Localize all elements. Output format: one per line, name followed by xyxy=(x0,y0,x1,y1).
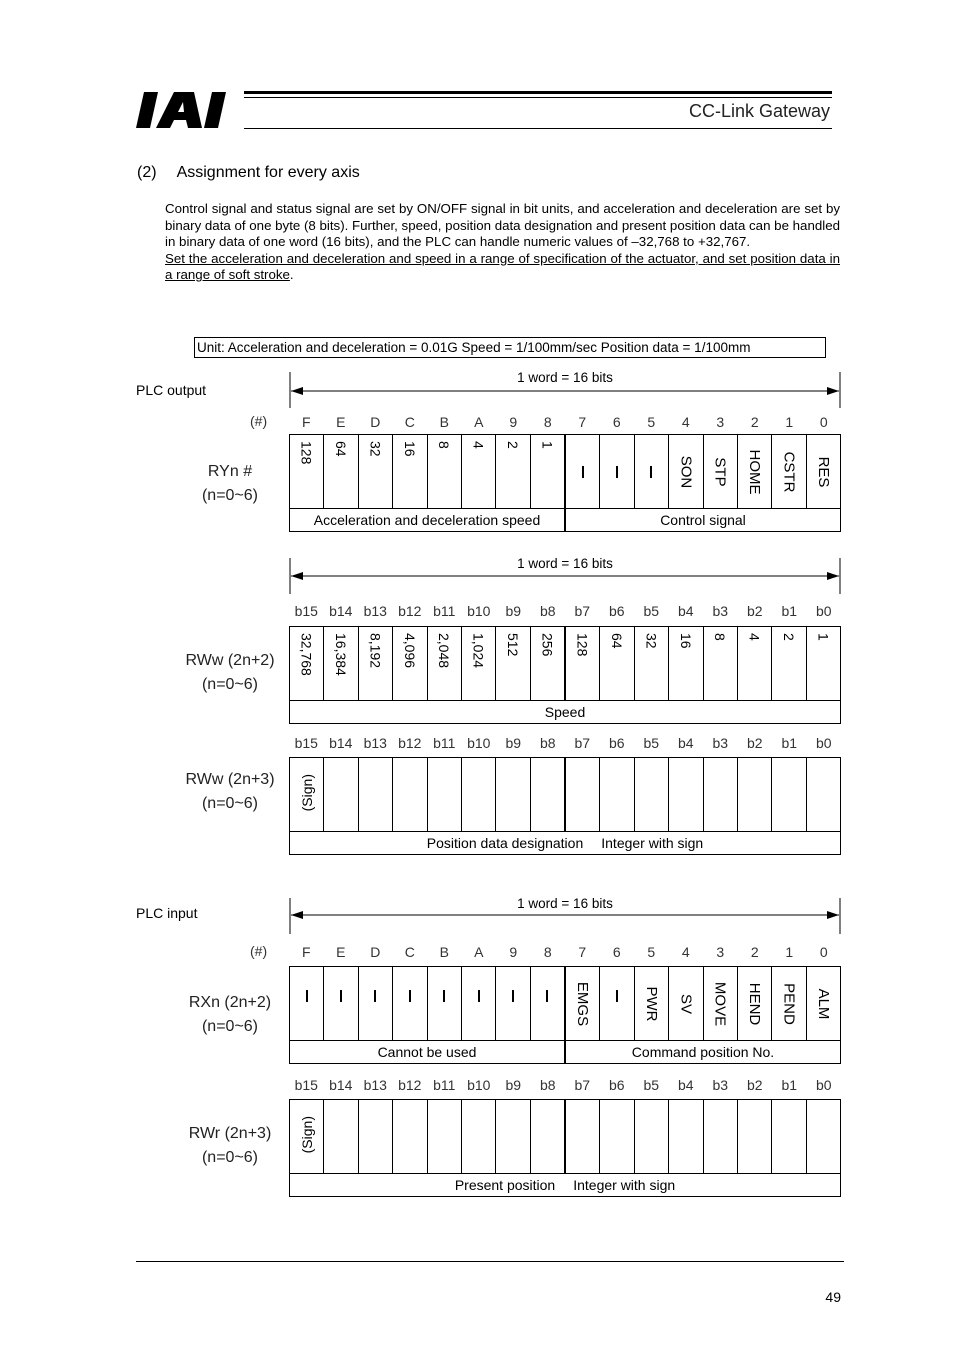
word-span-arrow xyxy=(289,556,841,592)
header-rule-bottom xyxy=(244,128,832,129)
cell-label: 1,024 xyxy=(470,633,487,669)
bit-label-1: 1 xyxy=(785,414,794,430)
register-cell xyxy=(392,627,426,700)
cell-label: 16,384 xyxy=(333,633,350,676)
register-cell xyxy=(530,758,564,831)
hex-bit-row xyxy=(289,414,841,432)
register-cell xyxy=(323,1100,357,1173)
word-span-label: 1 word = 16 bits xyxy=(517,370,613,385)
rxn-register xyxy=(289,966,841,1064)
cell-label: 2,048 xyxy=(436,633,453,669)
cell-label: ALM xyxy=(814,988,832,1019)
rwr-label xyxy=(165,1122,295,1170)
cell-label: 2 xyxy=(780,633,797,641)
ryn-foot-right: Control signal xyxy=(564,509,840,531)
register-cell xyxy=(530,1100,564,1173)
register-cell xyxy=(358,967,392,1040)
register-cell xyxy=(530,967,564,1040)
unused-bit-mark xyxy=(582,466,584,478)
ryn-label xyxy=(165,460,295,508)
cell-label: HEND xyxy=(746,982,764,1025)
register-cell xyxy=(290,758,323,831)
cell-label: STP xyxy=(711,456,729,487)
bit-label-b0: b0 xyxy=(815,603,832,619)
bit-label-b6: b6 xyxy=(608,1077,625,1093)
header-rule-top xyxy=(244,91,832,94)
bit-label-4: 4 xyxy=(681,414,690,430)
rwr-name: RWr (2n+3) xyxy=(188,1125,272,1142)
register-cell xyxy=(427,758,461,831)
register-cell xyxy=(806,967,840,1040)
bit-label-b12: b12 xyxy=(398,603,422,619)
bit-label-5: 5 xyxy=(647,944,656,960)
register-cell xyxy=(358,1100,392,1173)
bit-label-b3: b3 xyxy=(712,735,729,751)
section-heading: Assignment for every axis xyxy=(176,164,360,181)
register-cell xyxy=(564,627,599,700)
hash-label: (#) xyxy=(250,413,268,429)
page-number: 49 xyxy=(825,1289,841,1305)
unused-bit-mark xyxy=(306,990,308,1002)
bit-label-b7: b7 xyxy=(574,1077,591,1093)
bit-label-b4: b4 xyxy=(677,603,694,619)
register-cell xyxy=(634,967,668,1040)
cell-label: 512 xyxy=(504,633,521,657)
register-cell xyxy=(564,435,599,508)
bit-label-2: 2 xyxy=(750,414,759,430)
bit-label-b13: b13 xyxy=(363,603,387,619)
register-cell xyxy=(737,627,771,700)
rxn-name: RXn (2n+2) xyxy=(188,994,272,1011)
bit-label-1: 1 xyxy=(785,944,794,960)
bit-label-7: 7 xyxy=(578,414,587,430)
register-cell xyxy=(737,758,771,831)
rww3-label xyxy=(165,768,295,816)
word-span-arrow xyxy=(289,370,841,406)
register-cell xyxy=(703,435,737,508)
bit-label-b13: b13 xyxy=(363,735,387,751)
bit-label-b15: b15 xyxy=(294,603,318,619)
bit-label-b4: b4 xyxy=(677,735,694,751)
register-cell xyxy=(806,1100,840,1173)
footer-rule xyxy=(136,1261,844,1262)
register-cell xyxy=(392,1100,426,1173)
document-title: CC-Link Gateway xyxy=(688,101,830,121)
register-cell xyxy=(668,435,702,508)
rwr-range: (n=0~6) xyxy=(201,1149,259,1166)
section-number: (2) xyxy=(137,164,157,181)
register-cell xyxy=(771,1100,805,1173)
cell-label: RES xyxy=(814,456,832,487)
cell-label: 1 xyxy=(539,441,556,449)
cell-label: 128 xyxy=(574,633,591,657)
bit-label-e: E xyxy=(336,414,346,430)
register-cell xyxy=(703,1100,737,1173)
register-cell xyxy=(495,1100,529,1173)
bit-label-6: 6 xyxy=(612,414,621,430)
ryn-range: (n=0~6) xyxy=(201,487,259,504)
register-cell xyxy=(495,435,529,508)
rww2-register xyxy=(289,626,841,724)
register-cell xyxy=(806,627,840,700)
cell-label: 256 xyxy=(539,633,556,657)
b-bit-row xyxy=(289,1077,841,1095)
bit-label-b6: b6 xyxy=(608,735,625,751)
body-paragraph xyxy=(165,201,840,284)
register-cell xyxy=(771,627,805,700)
rwr-foot-a: Present position xyxy=(454,1177,556,1193)
cell-label: HOME xyxy=(746,449,764,494)
bit-label-3: 3 xyxy=(716,944,725,960)
bit-label-0: 0 xyxy=(819,944,828,960)
register-cell xyxy=(634,435,668,508)
bit-label-b8: b8 xyxy=(539,603,556,619)
register-cell xyxy=(461,967,495,1040)
register-cell xyxy=(771,967,805,1040)
cell-label: 32 xyxy=(643,633,660,649)
register-cell xyxy=(358,758,392,831)
register-cell xyxy=(461,758,495,831)
bit-label-f: F xyxy=(301,414,311,430)
bit-label-b5: b5 xyxy=(643,735,660,751)
register-cell xyxy=(495,967,529,1040)
bit-label-b9: b9 xyxy=(505,1077,522,1093)
hex-bit-row xyxy=(289,944,841,962)
register-cell xyxy=(358,435,392,508)
register-cell xyxy=(564,967,599,1040)
bit-label-b14: b14 xyxy=(329,1077,353,1093)
unused-bit-mark xyxy=(478,990,480,1002)
register-cell xyxy=(737,967,771,1040)
bit-label-b15: b15 xyxy=(294,1077,318,1093)
word-span-arrow xyxy=(289,896,841,932)
register-cell xyxy=(564,1100,599,1173)
rww2-foot: Speed xyxy=(544,704,586,720)
plc-input-label: PLC input xyxy=(136,905,198,921)
sign-bit-label: (Sign) xyxy=(298,774,315,812)
b-bit-row xyxy=(289,735,841,753)
bit-label-9: 9 xyxy=(509,414,518,430)
register-cell xyxy=(599,435,633,508)
register-cell xyxy=(427,967,461,1040)
register-cell xyxy=(290,627,323,700)
bit-label-8: 8 xyxy=(543,414,552,430)
rww3-foot-a: Position data designation xyxy=(426,835,584,851)
bit-label-d: D xyxy=(370,944,381,960)
rxn-label xyxy=(165,991,295,1039)
bit-label-4: 4 xyxy=(681,944,690,960)
register-cell xyxy=(737,435,771,508)
cell-label: PEND xyxy=(780,982,798,1025)
rww2-label xyxy=(165,649,295,697)
bit-label-b2: b2 xyxy=(746,1077,763,1093)
rxn-range: (n=0~6) xyxy=(201,1018,259,1035)
bit-label-b0: b0 xyxy=(815,735,832,751)
rww3-name: RWw (2n+3) xyxy=(185,771,275,788)
unused-bit-mark xyxy=(650,466,652,478)
bit-label-a: A xyxy=(474,944,484,960)
register-cell xyxy=(290,967,323,1040)
bit-label-3: 3 xyxy=(716,414,725,430)
rxn-foot-right: Command position No. xyxy=(564,1041,840,1063)
hash-label: (#) xyxy=(250,943,268,959)
bit-label-b7: b7 xyxy=(574,735,591,751)
rww3-range: (n=0~6) xyxy=(201,795,259,812)
register-cell xyxy=(806,758,840,831)
register-cell xyxy=(290,435,323,508)
paragraph-period: . xyxy=(289,267,294,283)
cell-label: 4 xyxy=(746,633,763,641)
bit-label-b7: b7 xyxy=(574,603,591,619)
register-cell xyxy=(530,627,564,700)
bit-label-b11: b11 xyxy=(433,735,456,751)
cell-label: 4 xyxy=(470,441,487,449)
sign-bit-label: (Sign) xyxy=(298,1116,315,1154)
rwr-foot-b: Integer with sign xyxy=(573,1177,676,1193)
register-cell xyxy=(634,758,668,831)
register-cell xyxy=(323,435,357,508)
bit-label-c: C xyxy=(404,414,415,430)
register-cell xyxy=(737,1100,771,1173)
cell-label: SV xyxy=(677,993,695,1014)
cell-label: 32 xyxy=(367,441,384,457)
bit-label-b9: b9 xyxy=(505,735,522,751)
bit-label-6: 6 xyxy=(612,944,621,960)
register-cell xyxy=(771,758,805,831)
bit-label-a: A xyxy=(474,414,484,430)
register-cell xyxy=(599,1100,633,1173)
bit-label-d: D xyxy=(370,414,381,430)
register-cell xyxy=(392,435,426,508)
bit-label-b0: b0 xyxy=(815,1077,832,1093)
bit-label-b: B xyxy=(439,414,449,430)
cell-label: 8 xyxy=(712,633,729,641)
unused-bit-mark xyxy=(340,990,342,1002)
bit-label-b12: b12 xyxy=(398,1077,422,1093)
bit-label-b5: b5 xyxy=(643,603,660,619)
register-cell xyxy=(599,967,633,1040)
rww2-name: RWw (2n+2) xyxy=(185,652,275,669)
bit-label-b1: b1 xyxy=(781,603,798,619)
register-cell xyxy=(323,627,357,700)
register-cell xyxy=(703,967,737,1040)
bit-label-b8: b8 xyxy=(539,735,556,751)
register-cell xyxy=(668,967,702,1040)
register-cell xyxy=(461,1100,495,1173)
bit-label-b4: b4 xyxy=(677,1077,694,1093)
register-cell xyxy=(495,758,529,831)
cell-label: PWR xyxy=(642,986,660,1021)
register-cell xyxy=(290,1100,323,1173)
cell-label: 1 xyxy=(815,633,832,641)
bit-label-0: 0 xyxy=(819,414,828,430)
bit-label-e: E xyxy=(336,944,346,960)
bit-label-b2: b2 xyxy=(746,603,763,619)
cell-label: 8 xyxy=(436,441,453,449)
register-cell xyxy=(668,627,702,700)
register-cell xyxy=(495,627,529,700)
unused-bit-mark xyxy=(616,990,618,1002)
bit-label-7: 7 xyxy=(578,944,587,960)
register-cell xyxy=(427,1100,461,1173)
cell-label: 128 xyxy=(298,441,315,465)
register-cell xyxy=(461,435,495,508)
register-cell xyxy=(703,627,737,700)
unused-bit-mark xyxy=(546,990,548,1002)
cell-label: 64 xyxy=(609,633,626,649)
register-cell xyxy=(392,758,426,831)
plc-output-label: PLC output xyxy=(136,382,207,398)
register-cell xyxy=(668,1100,702,1173)
rww2-range: (n=0~6) xyxy=(201,676,259,693)
unused-bit-mark xyxy=(374,990,376,1002)
b-bit-row xyxy=(289,603,841,621)
iai-logo xyxy=(136,88,242,132)
word-span-label: 1 word = 16 bits xyxy=(517,896,613,911)
rwr-register xyxy=(289,1099,841,1197)
bit-label-b5: b5 xyxy=(643,1077,660,1093)
bit-label-f: F xyxy=(301,944,311,960)
paragraph-underlined: Set the acceleration and deceleration and speed in a range of specification of the actuator, and set position data in a range of soft stroke xyxy=(165,250,840,283)
register-cell xyxy=(599,758,633,831)
rww3-register xyxy=(289,757,841,855)
register-cell xyxy=(564,758,599,831)
word-span-label: 1 word = 16 bits xyxy=(517,556,613,571)
ryn-name: RYn # xyxy=(207,463,253,480)
register-cell xyxy=(427,435,461,508)
register-cell xyxy=(599,627,633,700)
bit-label-b14: b14 xyxy=(329,735,353,751)
cell-label: 16 xyxy=(401,441,418,457)
register-cell xyxy=(323,758,357,831)
cell-label: EMGS xyxy=(574,981,592,1026)
register-cell xyxy=(806,435,840,508)
unused-bit-mark xyxy=(443,990,445,1002)
bit-label-b11: b11 xyxy=(433,603,456,619)
bit-label-b11: b11 xyxy=(433,1077,456,1093)
register-cell xyxy=(771,435,805,508)
bit-label-b15: b15 xyxy=(294,735,318,751)
cell-label: 8,192 xyxy=(367,633,384,669)
bit-label-b8: b8 xyxy=(539,1077,556,1093)
cell-label: SON xyxy=(677,455,695,488)
rxn-foot-left: Cannot be used xyxy=(377,1044,477,1060)
bit-label-b14: b14 xyxy=(329,603,353,619)
bit-label-b1: b1 xyxy=(781,735,798,751)
register-cell xyxy=(668,758,702,831)
register-cell xyxy=(634,627,668,700)
register-cell xyxy=(634,1100,668,1173)
rww3-foot-b: Integer with sign xyxy=(601,835,704,851)
register-cell xyxy=(530,435,564,508)
bit-label-b10: b10 xyxy=(467,603,491,619)
paragraph-text: Control signal and status signal are set by ON/OFF signal in bit units, and acceleration and deceleration are set by binary data of one byte (8 bits). Further, speed, position data designation and present position data can be handled in binary data of one word (16 bits), and the PLC can handle numeric values of –32,768 to +32,767. xyxy=(165,201,840,250)
unused-bit-mark xyxy=(616,466,618,478)
bit-label-b10: b10 xyxy=(467,735,491,751)
bit-label-b6: b6 xyxy=(608,603,625,619)
bit-label-b9: b9 xyxy=(505,603,522,619)
cell-label: 64 xyxy=(333,441,350,457)
header-rule-mid xyxy=(244,97,832,98)
bit-label-b2: b2 xyxy=(746,735,763,751)
ryn-foot-left: Acceleration and deceleration speed xyxy=(313,512,541,528)
section-title xyxy=(137,164,360,182)
register-cell xyxy=(358,627,392,700)
register-cell xyxy=(703,758,737,831)
bit-label-b3: b3 xyxy=(712,1077,729,1093)
rwr-foot xyxy=(290,1174,840,1196)
register-cell xyxy=(392,967,426,1040)
register-cell xyxy=(461,627,495,700)
cell-label: CSTR xyxy=(780,451,798,492)
bit-label-c: C xyxy=(404,944,415,960)
cell-label: 32,768 xyxy=(298,633,315,676)
bit-label-b10: b10 xyxy=(467,1077,491,1093)
bit-label-b3: b3 xyxy=(712,603,729,619)
cell-label: 2 xyxy=(504,441,521,449)
register-cell xyxy=(323,967,357,1040)
bit-label-b1: b1 xyxy=(781,1077,798,1093)
bit-label-b: B xyxy=(439,944,449,960)
unused-bit-mark xyxy=(409,990,411,1002)
register-cell xyxy=(427,627,461,700)
bit-label-5: 5 xyxy=(647,414,656,430)
bit-label-2: 2 xyxy=(750,944,759,960)
bit-label-b12: b12 xyxy=(398,735,422,751)
cell-label: 4,096 xyxy=(401,633,418,669)
bit-label-b13: b13 xyxy=(363,1077,387,1093)
bit-label-9: 9 xyxy=(509,944,518,960)
unit-box: Unit: Acceleration and deceleration = 0.01G Speed = 1/100mm/sec Position data = 1/100mm xyxy=(194,337,826,358)
unused-bit-mark xyxy=(512,990,514,1002)
rww3-foot xyxy=(290,832,840,854)
cell-label: MOVE xyxy=(711,981,729,1026)
bit-label-8: 8 xyxy=(543,944,552,960)
ryn-register xyxy=(289,434,841,532)
cell-label: 16 xyxy=(677,633,694,649)
